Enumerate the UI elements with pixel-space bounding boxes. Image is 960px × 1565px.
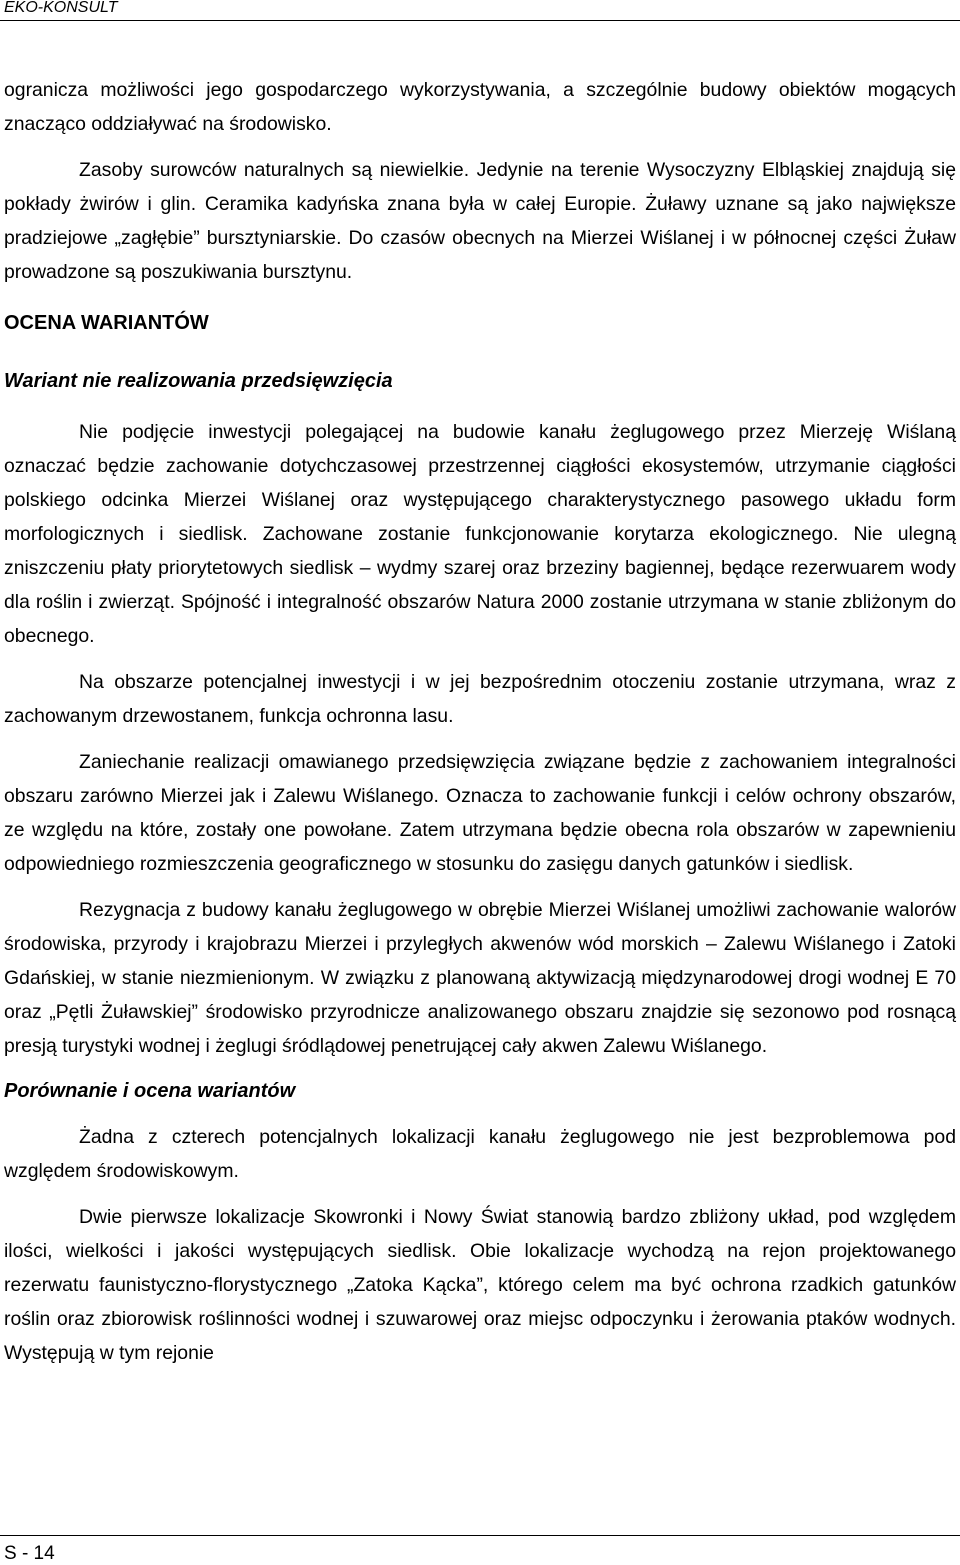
- paragraph: Na obszarze potencjalnej inwestycji i w jej bezpośrednim otoczeniu zostanie utrzymana, wraz z zachowanym drzewostanem, funkcja ochronna lasu.: [4, 671, 956, 727]
- subsection-heading: Porównanie i ocena wariantów: [4, 1080, 296, 1102]
- subsection-heading: Wariant nie realizowania przedsięwzięcia: [4, 370, 393, 392]
- paragraph: Nie podjęcie inwestycji polegającej na budowie kanału żeglugowego przez Mierzeję Wiślaną oznaczać będzie zachowanie dotychczasowej przestrzennej ciągłości ekosystemów, utrzymanie ciągłości polskiego odcinka Mierzei Wiślanej oraz występującego charakterystycznego pasowego układu form morfologicznych i siedlisk. Zachowane zostanie funkcjonowanie korytarza ekologicznego. Nie ulegną zniszczeniu płaty priorytetowych siedlisk – wydmy szarej oraz brzeziny bagiennej, będące rezerwuarem wody dla roślin i zwierząt. Spójność i integralność obszarów Natura 2000 zostanie utrzymana w stanie zbliżonym do obecnego.: [4, 421, 956, 647]
- paragraph: Dwie pierwsze lokalizacje Skowronki i Nowy Świat stanowią bardzo zbliżony układ, pod względem ilości, wielkości i jakości występujących siedlisk. Obie lokalizacje wychodzą na rejon projektowanego rezerwatu faunistyczno-florystycznego „Zatoka Kącka”, którego celem ma być ochrona rzadkich gatunków roślin oraz zbiorowisk roślinności wodnej i szuwarowej oraz miejsc odpoczynku i żerowania ptaków wodnych. Występują w tym rejonie: [4, 1206, 956, 1364]
- document-body: [4, 73, 956, 1370]
- section-heading: OCENA WARIANTÓW: [4, 312, 209, 334]
- header-divider: [0, 20, 960, 21]
- paragraph: Zasoby surowców naturalnych są niewielkie. Jedynie na terenie Wysoczyzny Elbląskiej znajdują się pokłady żwirów i glin. Ceramika kadyńska znana była w całej Europie. Żuławy uznane są jako największe pradziejowe „zagłębie” bursztyniarskie. Do czasów obecnych na Mierzei Wiślanej i w północnej części Żuław prowadzone są poszukiwania bursztynu.: [4, 159, 956, 283]
- page-number: S - 14: [4, 1543, 55, 1564]
- footer-divider: [0, 1535, 960, 1536]
- document-header-title: EKO-KONSULT: [4, 0, 118, 16]
- paragraph: Rezygnacja z budowy kanału żeglugowego w obrębie Mierzei Wiślanej umożliwi zachowanie walorów środowiska, przyrody i krajobrazu Mierzei i przyległych akwenów wód morskich – Zalewu Wiślanego i Zatoki Gdańskiej, w stanie niezmienionym. W związku z planowaną aktywizacją międzynarodowej drogi wodnej E 70 oraz „Pętli Żuławskiej” środowisko przyrodnicze analizowanego obszaru znajdzie się sezonowo pod rosnącą presją turystyki wodnej i żeglugi śródlądowej penetrującej cały akwen Zalewu Wiślanego.: [4, 899, 956, 1057]
- paragraph: Zaniechanie realizacji omawianego przedsięwzięcia związane będzie z zachowaniem integralności obszaru zarówno Mierzei jak i Zalewu Wiślanego. Oznacza to zachowanie funkcji i celów ochrony obszarów, ze względu na które, zostały one powołane. Zatem utrzymana będzie obecna rola obszarów w zapewnieniu odpowiedniego rozmieszczenia geograficznego w stosunku do zasięgu danych gatunków i siedlisk.: [4, 751, 956, 875]
- paragraph: Żadna z czterech potencjalnych lokalizacji kanału żeglugowego nie jest bezproblemowa pod względem środowiskowym.: [4, 1126, 956, 1182]
- paragraph: ogranicza możliwości jego gospodarczego wykorzystywania, a szczególnie budowy obiektów mogących znacząco oddziaływać na środowisko.: [4, 79, 956, 135]
